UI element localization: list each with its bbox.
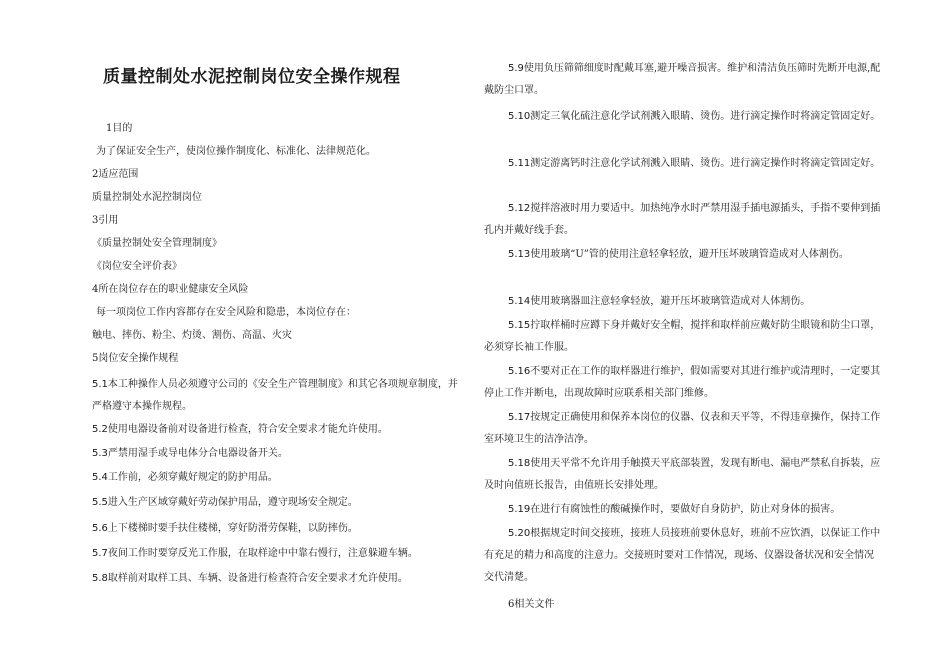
rule-text: 根据规定时间交接班，接班人员接班前要休息好，班前不应饮酒，以保证工作中有充足的精力和高度的注意力。交接班时要对工作情况，现场、仪器设备状况和安全情况交代清楚。 <box>484 528 881 583</box>
rule-item <box>92 422 462 438</box>
rule-item <box>484 106 881 128</box>
rule-text: 工作前，必须穿戴好规定的防护用品。 <box>107 472 278 483</box>
reference-item: 《质量控制处安全管理制度》 <box>92 238 222 249</box>
section-heading-rules: 5岗位安全操作规程 <box>92 353 179 364</box>
rule-text: 本工种操作人员必须遵守公司的《安全生产管理制度》和其它各项规章制度，并严格遵守本操作规程。 <box>92 379 458 412</box>
rule-text: 使用天平常不允许用手触摸天平底部装置，发现有断电、漏电严禁私自拆装，应及时向值班长报告，由值班长安排处理。 <box>484 458 881 491</box>
section-heading-related-docs: 6相关文件 <box>508 599 555 610</box>
rule-number: 5.9 <box>508 63 524 74</box>
paragraph-risks: 每一项岗位工作内容都存在安全风险和隐患，本岗位存在： <box>96 307 356 318</box>
page-title: 质量控制处水泥控制岗位安全操作规程 <box>103 67 401 87</box>
rule-item <box>484 407 881 451</box>
rule-text: 测定三氧化硫注意化学试剂溅入眼睛、烫伤。进行滴定操作时将滴定管固定好。 <box>530 111 881 122</box>
section-heading-references: 3引用 <box>92 215 119 226</box>
risk-list: 触电、摔伤、粉尘、灼烫、割伤、高温、火灾 <box>92 330 292 341</box>
section-heading-purpose: 1目的 <box>106 123 133 134</box>
rule-item <box>92 470 462 486</box>
rule-item <box>484 315 881 359</box>
rule-text: 测定游离钙时注意化学试剂溅入眼睛、烫伤。进行滴定操作时将滴定管固定好。 <box>530 158 881 169</box>
rule-number: 5.2 <box>92 424 108 435</box>
rule-item <box>484 453 881 497</box>
paragraph-scope: 质量控制处水泥控制岗位 <box>92 192 202 203</box>
rule-number: 5.15 <box>508 320 531 331</box>
rule-number: 5.14 <box>508 296 531 307</box>
rule-item <box>484 58 881 102</box>
rule-number: 5.20 <box>508 528 531 539</box>
rule-item <box>92 446 462 462</box>
reference-item: 《岗位安全评价表》 <box>92 261 182 272</box>
rule-text: 拧取样桶时应蹲下身并戴好安全帽，搅拌和取样前应戴好防尘眼镜和防尘口罩，必须穿长袖工作服。 <box>484 320 881 353</box>
rule-number: 5.5 <box>92 497 108 508</box>
rule-number: 5.17 <box>508 412 531 423</box>
section-heading-risks: 4所在岗位存在的职业健康安全风险 <box>92 284 249 295</box>
rule-text: 夜间工作时要穿反光工作服，在取样途中中靠右慢行，注意躲避车辆。 <box>107 548 418 559</box>
rule-number: 5.7 <box>92 548 108 559</box>
rule-text: 取样前对取样工具、车辆、设备进行检查符合安全要求才允许使用。 <box>107 573 408 584</box>
rule-text: 使用负压筛筛细度时配戴耳塞,避开噪音损害。维护和清洁负压筛时先断开电源,配戴防尘口罩。 <box>484 63 881 96</box>
rule-text: 搅拌溶液时用力要适中。加热纯净水时严禁用湿手插电源插头，手指不要伸到插孔内并戴好线手套。 <box>484 203 881 236</box>
rule-item <box>92 571 462 587</box>
rule-text: 不要对正在工作的取样器进行维护，假如需要对其进行维护或清理时，一定要其停止工作并断电，出现故障时应联系相关部门维修。 <box>484 366 881 399</box>
rule-text: 在进行有腐蚀性的酸碱操作时，要做好自身防护，防止对身体的损害。 <box>530 504 841 515</box>
rule-item <box>92 495 462 511</box>
rule-item <box>92 521 462 537</box>
rule-item <box>484 198 881 242</box>
rule-number: 5.6 <box>92 523 108 534</box>
rule-item <box>484 291 881 313</box>
rule-number: 5.12 <box>508 203 531 214</box>
rule-text: 使用玻璃“U”管的使用注意轻拿轻放，避开压坏玻璃管造成对人体割伤。 <box>530 249 849 260</box>
rule-number: 5.8 <box>92 573 108 584</box>
rule-item <box>484 361 881 405</box>
rule-item <box>484 244 881 266</box>
rule-item <box>92 546 462 562</box>
section-heading-scope: 2适应范围 <box>92 169 139 180</box>
rule-number: 5.11 <box>508 158 531 169</box>
rule-number: 5.10 <box>508 111 531 122</box>
rule-text: 按规定正确使用和保养本岗位的仪器、仪表和天平等，不得违章操作，保持工作室环境卫生的洁净洁净。 <box>484 412 881 445</box>
rule-text: 进入生产区域穿戴好劳动保护用品，遵守现场安全规定。 <box>107 497 358 508</box>
rule-text: 使用玻璃器皿注意轻拿轻放，避开压坏玻璃管造成对人体割伤。 <box>530 296 811 307</box>
rule-number: 5.13 <box>508 249 531 260</box>
rule-item <box>484 153 881 175</box>
paragraph-purpose: 为了保证安全生产，使岗位操作制度化、标准化、法律规范化。 <box>96 146 376 157</box>
rule-number: 5.1 <box>92 379 108 390</box>
rule-text: 严禁用湿手或导电体分合电器设备开关。 <box>107 448 288 459</box>
rule-text: 使用电器设备前对设备进行检查，符合安全要求才能允许使用。 <box>107 424 388 435</box>
rule-number: 5.4 <box>92 472 108 483</box>
rule-number: 5.18 <box>508 458 531 469</box>
rule-number: 5.16 <box>508 366 531 377</box>
rule-item <box>484 523 881 589</box>
rule-item <box>484 499 881 521</box>
rule-text: 上下楼梯时要手扶住楼梯，穿好防滑劳保鞋，以防摔伤。 <box>107 523 358 534</box>
rule-number: 5.19 <box>508 504 531 515</box>
rule-item <box>92 374 462 418</box>
rule-number: 5.3 <box>92 448 108 459</box>
